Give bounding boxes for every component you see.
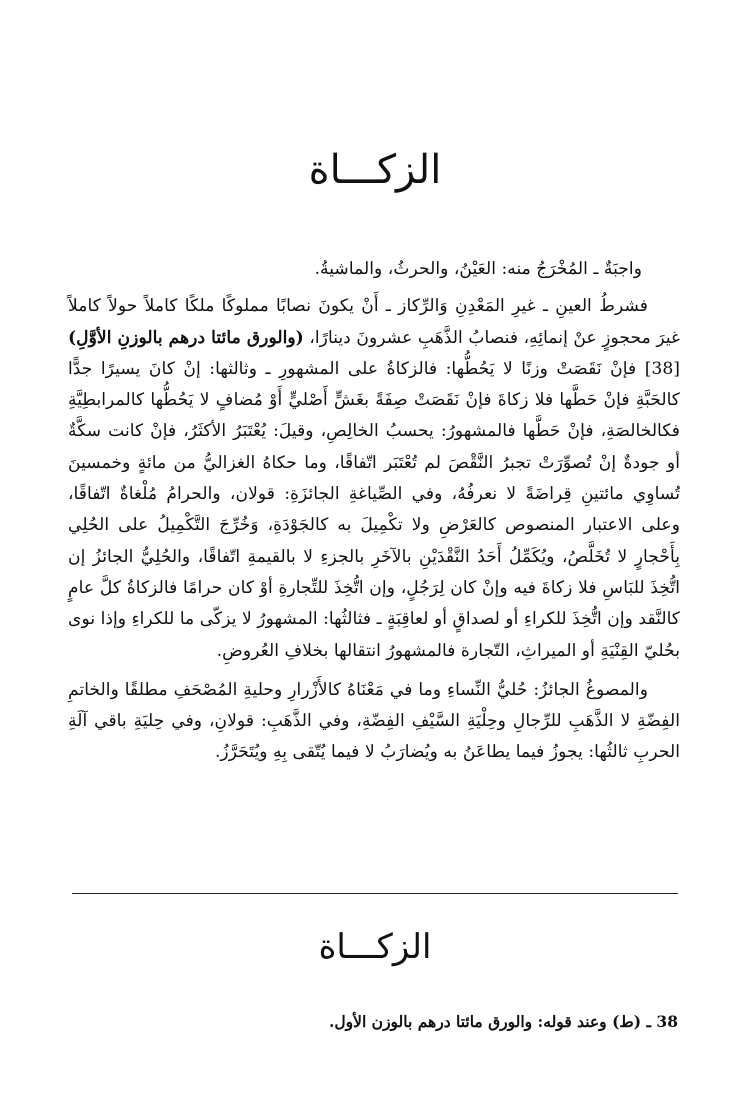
paragraph-permitted-jewelry: والمصوغُ الجائزُ: حُليُّ النِّساءِ وما في مَعْنَاهُ كالأَزْرارِ وحليةِ المُصْحَفِ مطلقًا والخاتمِ الفِضّةِ لا الذَّهَبِ للرِّجالِ وحِلْيَةِ السَّيْفِ الفِضّةِ، وفي الذَّهَبِ: قولانِ، وفي حِليَةِ باقي آلَةِ الحربِ ثالثُها: يجوزُ فيما يطاعَنُ به ويُضارَبُ لا فيما يُتّقى بِهِ ويُتَحَرَّزُ.	[68, 679, 680, 763]
footnote-text: ـ (ط) وعند قوله: والورق مائتا درهم بالوزن الأول.	[329, 1012, 652, 1031]
page-title: الزكـــاة	[308, 147, 442, 193]
paragraph-intro: واجبَةٌ ـ المُخْرَجُ منه: العَيْنُ، والحرثُ، والماشيةُ.	[314, 259, 642, 279]
footnote-ref[interactable]: [38]	[644, 358, 680, 379]
paragraph-conditions	[68, 291, 680, 667]
footnote-number: 38	[656, 1012, 678, 1031]
paragraph-continuation: فإنْ نَقَصَتْ وزنًا لا يَحُطُّها: فالزكاةُ على المشهورِ ـ وثالثها: إنْ كانَ يسيرًا جدًّا كالحَبَّةِ فإنْ حَطَّها فلا زكاةَ فإنْ نَقَصَتْ صِفَةً بغَشٍّ أَصْليٍّ أَوْ مُضافٍ لا يَحُطُّها كالمرابطِيَّةِ فكالخالصَةِ، فإنْ حَطَّها فالمشهورُ: يحسبُ الخالِصِ، وقيلَ: يُعْتَبَرُ الأكثَرُ، فإنْ كانت سكَّةٌ أو جودةٌ إنْ تُصوِّرَتْ تجبرُ النَّقْصَ لم تُعْتَبَر اتّفاقًا، وما حكاهُ الغزاليُّ من مائةٍ وخمسينَ تُساوِي مائتينِ قِراضَةً لا نعرفُهُ، وفي الصِّياغةِ الجائزَةِ: قولان، والحرامُ مُلْغاةٌ اتّفاقًا، وعلى الاعتبار المنصوص كالعَرْضِ ولا تكْمِيلَ به كالجَوْدَةِ، وَخُرِّجَ التَّكْمِيلُ على الحُلِي بِأَحْجارٍ لا تُخَلَّصُ، ويُكَمِّلُ أَحَدُ النَّقْدَيْنِ بالآخَرِ بالجزءِ لا بالقيمةِ اتّفاقًا، والحُلِيُّ الجائزُ إن اتُّخِذَ للبَاسِ فلا زكاةَ فيه وإنْ كان لِرَجُلٍ، وإن اتُّخِذَ للتِّجارةِ أوْ كان حرامًا فالزكاةُ كلَّ عامٍ كالنَّقد وإن اتُّخِذَ للكراءِ أو لصداقٍ أو لعاقِبَةٍ ـ فثالثُها:	[68, 358, 680, 630]
footnote-divider	[72, 893, 678, 894]
paragraph-conditions-end: المشهورُ لا يزكّى ما للكراءِ وإذا نوى بحُليّ القِنْيَةِ أو الميراثِ، التّجارة فالمشهورُ انتقالها بخلافِ العُروضِ.	[68, 609, 680, 661]
footer-title: الزكـــاة	[318, 927, 432, 967]
bold-quote: (والورق مائتا درهم بالوزنِ الأوَّلِ)	[68, 327, 304, 348]
main-text	[68, 254, 680, 769]
footnote	[72, 1010, 678, 1034]
paragraph-conditions-text: فشرطُ العينِ ـ غيرِ المَعْدِنِ وَالرِّكاز ـ أَنْ يكونَ نصابًا مملوكًا ملكًا كاملاً حولاً كاملاً غيرَ محجوزٍ عنْ إنمائِهِ، فنصابُ الذَّهَبِ عشرونَ دينارًا،	[68, 296, 680, 348]
